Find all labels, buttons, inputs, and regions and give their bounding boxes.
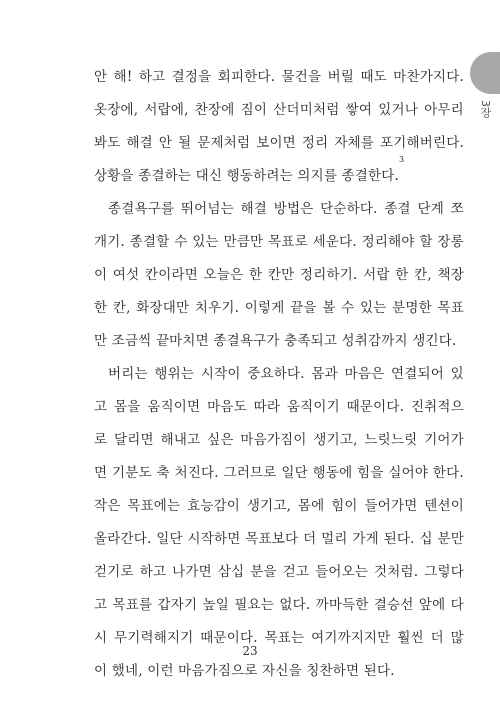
text-line: 한 칸, 화장대만 치우기. 이렇게 끝을 볼 수 있는 분명한 목표 xyxy=(94,300,464,316)
chapter-label: 3장 xyxy=(479,100,492,118)
text-line xyxy=(94,155,464,193)
text-line: 면 기분도 축 처진다. 그러므로 일단 행동에 힘을 실어야 한다. xyxy=(94,465,464,481)
text-line-content: 이 했네, 이런 마음가짐으로 자신을 칭찬하면 된다. xyxy=(94,663,395,679)
text-line: 고 목표를 갑자기 높일 필요는 없다. 까마득한 결승선 앞에 다 xyxy=(94,597,464,613)
footnote-marker: 3 xyxy=(399,155,405,164)
text-line xyxy=(94,655,464,688)
text-line: 고 몸을 움직이면 마음도 따라 움직이기 때문이다. 진취적으 xyxy=(94,399,464,415)
text-line: 시 무기력해지기 때문이다. 목표는 여기까지지만 훨씬 더 많 xyxy=(94,630,464,646)
text-line xyxy=(94,325,464,358)
text-line-content: 상황을 종결하는 대신 행동하려는 의지를 종결한다. xyxy=(94,168,400,184)
page-number: 23 xyxy=(242,644,258,658)
text-line: 작은 목표에는 효능감이 생기고, 몸에 힘이 들어가면 텐션이 xyxy=(94,498,464,514)
text-line-content: 만 조금씩 끝마치면 종결욕구가 충족되고 성취감까지 생긴다. xyxy=(94,333,457,349)
text-line: 올라간다. 일단 시작하면 목표보다 더 멀리 가게 된다. 십 분만 xyxy=(94,531,464,547)
text-line: 버리는 행위는 시작이 중요하다. 몸과 마음은 연결되어 있 xyxy=(108,366,464,382)
text-line: 종결욕구를 뛰어넘는 해결 방법은 단순하다. 종결 단계 쪼 xyxy=(108,201,464,217)
body-text xyxy=(94,61,464,688)
text-line: 걷기로 하고 나가면 삼십 분을 걷고 들어오는 것처럼. 그렇다 xyxy=(94,564,464,580)
text-line: 옷장에, 서랍에, 찬장에 짐이 산더미처럼 쌓여 있거나 아무리 xyxy=(94,102,464,118)
text-line: 봐도 해결 안 될 문제처럼 보이면 정리 자체를 포기해버린다. xyxy=(94,135,464,151)
text-line: 개기. 종결할 수 있는 만큼만 목표로 세운다. 정리해야 할 장롱 xyxy=(94,234,464,250)
chapter-tab xyxy=(470,52,500,94)
text-line: 안 해! 하고 결정을 회피한다. 물건을 버릴 때도 마찬가지다. xyxy=(94,69,464,85)
text-line: 로 달리면 해내고 싶은 마음가짐이 생기고, 느릿느릿 기어가 xyxy=(94,432,464,448)
text-line: 이 여섯 칸이라면 오늘은 한 칸만 정리하기. 서랍 한 칸, 책장 xyxy=(94,267,464,283)
